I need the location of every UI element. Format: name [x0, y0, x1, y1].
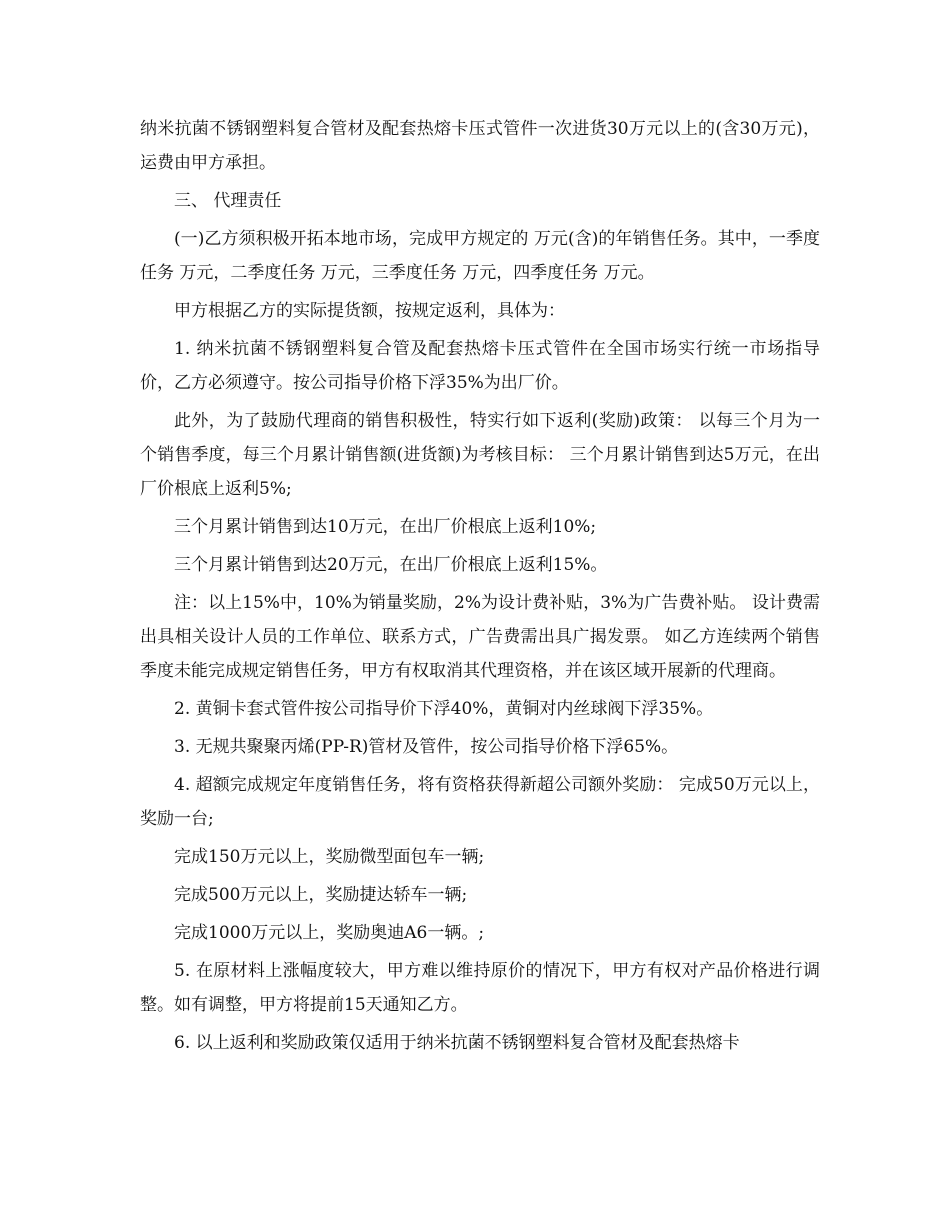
paragraph-note: 注：以上15%中，10%为销量奖励，2%为设计费补贴，3%为广告费补贴。 设计费需出具相关设计人员的工作单位、联系方式，广告费需出具广揭发票。 如乙方连续两个销售季度未能完成规定销售任务，甲方有权取消其代理资格，并在该区域开展新的代理商。	[140, 593, 820, 681]
paragraph-reward-1000: 完成1000万元以上，奖励奥迪A6一辆。;	[174, 923, 485, 943]
paragraph-rebate-intro: 甲方根据乙方的实际提货额，按规定返利，具体为：	[174, 301, 565, 321]
document-body	[140, 112, 820, 1064]
paragraph-rebate-10: 三个月累计销售到达10万元，在出厂价根底上返利10%;	[174, 517, 597, 537]
paragraph-rebate-policy: 此外，为了鼓励代理商的销售积极性，特实行如下返利(奖励)政策： 以每三个月为一个销售季度，每三个月累计销售额(进货额)为考核目标： 三个月累计销售到达5万元，在出厂价根底上返利5%;	[140, 411, 820, 499]
paragraph-item-1: 1. 纳米抗菌不锈钢塑料复合管及配套热熔卡压式管件在全国市场实行统一市场指导价，乙方必须遵守。按公司指导价格下浮35%为出厂价。	[140, 339, 820, 393]
paragraph-item-5: 5. 在原材料上涨幅度较大，甲方难以维持原价的情况下，甲方有权对产品价格进行调整。如有调整，甲方将提前15天通知乙方。	[140, 961, 820, 1015]
paragraph-item-3: 3. 无规共聚聚丙烯(PP-R)管材及管件，按公司指导价格下浮65%。	[174, 737, 679, 757]
paragraph-item-2: 2. 黄铜卡套式管件按公司指导价下浮40%，黄铜对内丝球阀下浮35%。	[174, 699, 714, 719]
paragraph-rebate-15: 三个月累计销售到达20万元，在出厂价根底上返利15%。	[174, 555, 608, 575]
paragraph-item-4: 4. 超额完成规定年度销售任务，将有资格获得新超公司额外奖励： 完成50万元以上，奖励一台;	[140, 775, 820, 829]
paragraph-reward-150: 完成150万元以上，奖励微型面包车一辆;	[174, 847, 485, 867]
section-heading-agency-duty: 三、 代理责任	[174, 191, 282, 211]
paragraph-shipping-cost: 纳米抗菌不锈钢塑料复合管材及配套热熔卡压式管件一次进货30万元以上的(含30万元)，运费由甲方承担。	[140, 119, 820, 173]
paragraph-annual-target: (一)乙方须积极开拓本地市场，完成甲方规定的 万元(含)的年销售任务。其中，一季度任务 万元，二季度任务 万元，三季度任务 万元，四季度任务 万元。	[140, 229, 820, 283]
paragraph-item-6: 6. 以上返利和奖励政策仅适用于纳米抗菌不锈钢塑料复合管材及配套热熔卡	[174, 1033, 740, 1053]
paragraph-reward-500: 完成500万元以上，奖励捷达轿车一辆;	[174, 885, 468, 905]
